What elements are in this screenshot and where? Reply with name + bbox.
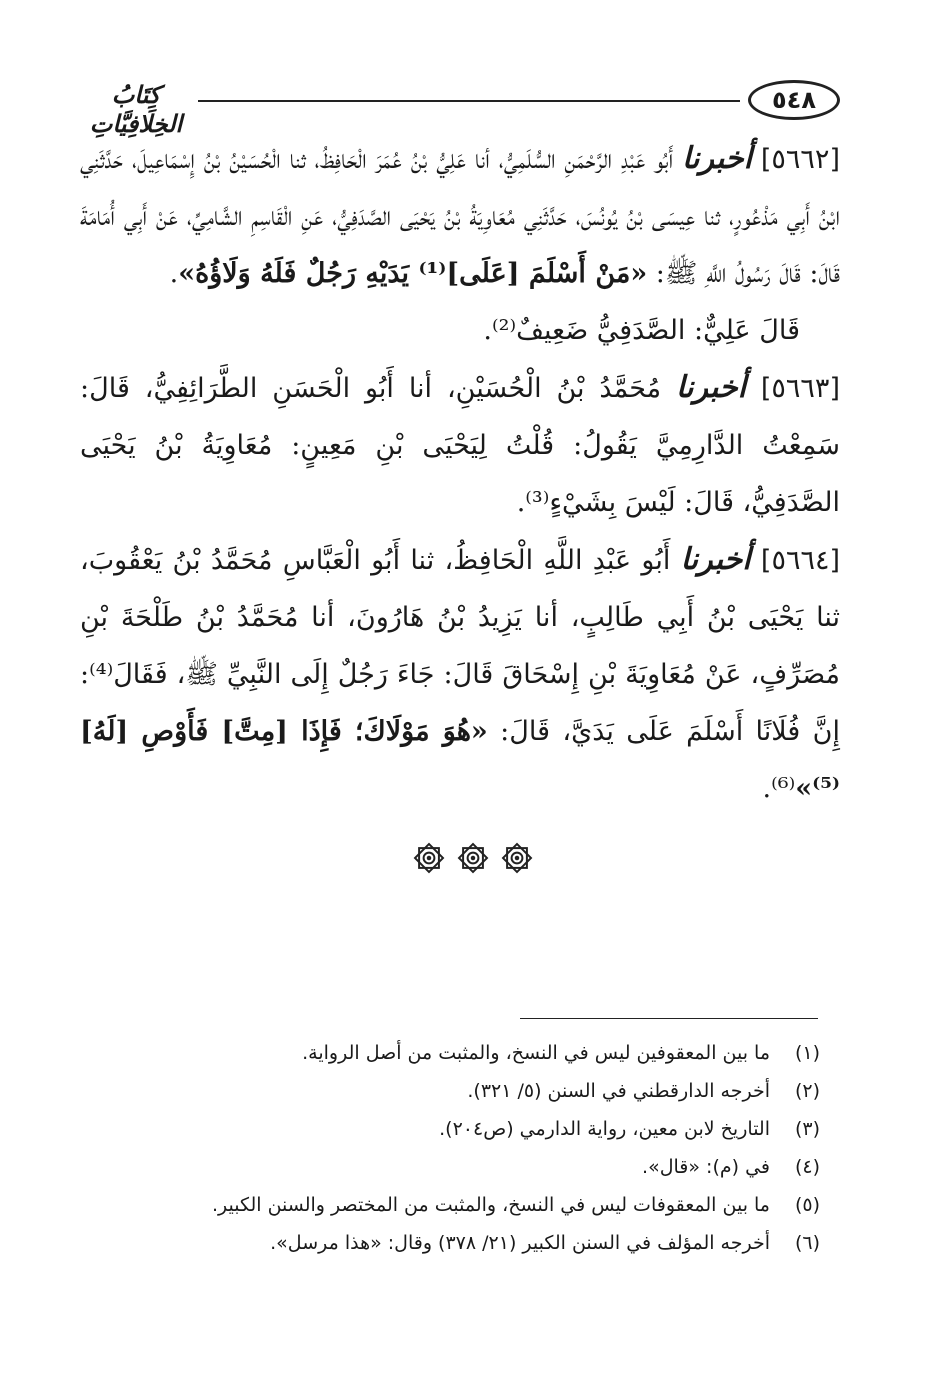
footnote-number: (١) xyxy=(794,1042,820,1064)
footnote-text: التاريخ لابن معين، رواية الدارمي (ص٢٠٤). xyxy=(439,1118,770,1140)
akhbarana-label: أخبرنا xyxy=(682,141,752,176)
footnote xyxy=(80,1156,820,1194)
footnote-text: ما بين المعقوفات ليس في النسخ، والمثبت من المختصر والسنن الكبير. xyxy=(211,1194,770,1216)
hadith-matn: «هُوَ مَوْلَاكَ؛ فَإِذَا [مِتَّ] فَأَوْصِ [لَهُ]⁽⁵⁾» xyxy=(80,716,840,804)
section-ornament xyxy=(0,840,946,880)
footnote-number: (٣) xyxy=(794,1118,820,1140)
footnote-number: (٢) xyxy=(794,1080,820,1102)
flower-ornament-icon xyxy=(499,840,535,876)
hadith-number: [٥٦٦٤] xyxy=(760,545,841,576)
hadith-matn: «مَنْ أَسْلَمَ [عَلَى]⁽¹⁾ يَدَيْهِ رَجُلٌ فَلَهُ وَلَاؤُهُ» xyxy=(178,258,648,289)
footnote xyxy=(80,1118,820,1156)
footnote xyxy=(80,1194,820,1232)
page-number xyxy=(748,80,840,120)
footnote xyxy=(80,1042,820,1080)
hadith-5662 xyxy=(80,130,840,302)
hadith-note: قَالَ عَلِيٌّ: الصَّدَفِيُّ ضَعِيفٌ⁽²⁾. xyxy=(483,315,800,346)
flower-ornament-icon xyxy=(411,840,447,876)
main-text xyxy=(80,130,840,817)
page-number-text: ٥٤٨ xyxy=(772,86,816,114)
header-rule xyxy=(198,100,740,102)
footnote xyxy=(80,1232,820,1270)
hadith-chain: مُحَمَّدُ بْنُ الْحُسَيْنِ، أنا أَبُو الْحَسَنِ الطَّرَائِفِيُّ، قَالَ: سَمِعْتُ الدَّارِمِيَّ يَقُولُ: قُلْتُ لِيَحْيَى بْنِ مَعِينٍ: مُعَاوِيَةُ بْنُ يَحْيَى الصَّدَفِيُّ، قَالَ: لَيْسَ بِشَيْءٍ⁽³⁾. xyxy=(80,373,840,518)
footnote-number: (٦) xyxy=(794,1232,820,1254)
page-header xyxy=(80,78,840,138)
hadith-number: [٥٦٦٣] xyxy=(760,373,840,404)
hadith-number: [٥٦٦٢] xyxy=(760,144,840,175)
book-title: كِتَابُ الخِلَافِيَّاتِ xyxy=(89,80,183,138)
akhbarana-label: أخبرنا xyxy=(676,370,746,405)
footnote-rule xyxy=(520,1018,818,1019)
hadith-end: . xyxy=(169,258,179,289)
footnotes xyxy=(80,1042,820,1270)
footnote-text: في (م): «قال». xyxy=(642,1156,770,1178)
footnote-text: أخرجه الدارقطني في السنن (٥/ ٣٢١). xyxy=(467,1080,770,1102)
hadith-chain: أَبُو عَبْدِ الرَّحْمَنِ السُّلَمِيُّ، أنا عَلِيُّ بْنُ عُمَرَ الْحَافِظُ، ثنا الْحُسَيْنُ بْنُ إِسْمَاعِيلَ، حَدَّثَنِي ابْنُ أَبِي مَذْعُورٍ، ثنا عِيسَى بْنُ يُونُسَ، حَدَّثَنِي مُعَاوِيَةُ بْنُ يَحْيَى الصَّدَفِيُّ، عَنِ الْقَاسِمِ الشَّامِيِّ، عَنْ أَبِي أُمَامَةَ قَالَ: قَالَ رَسُولُ اللَّهِ ﷺ: xyxy=(80,144,840,289)
footnote-text: ما بين المعقوفين ليس في النسخ، والمثبت من أصل الرواية. xyxy=(302,1042,770,1064)
hadith-end: ⁽⁶⁾. xyxy=(762,773,796,804)
hadith-5664 xyxy=(80,531,840,817)
flower-ornament-icon xyxy=(455,840,491,876)
akhbarana-label: أخبرنا xyxy=(680,542,751,577)
hadith-chain: أَبُو عَبْدِ اللَّهِ الْحَافِظُ، ثنا أَبُو الْعَبَّاسِ مُحَمَّدُ بْنُ يَعْقُوبَ، ثنا يَحْيَى بْنُ أَبِي طَالِبٍ، أنا يَزِيدُ بْنُ هَارُونَ، أنا مُحَمَّدُ بْنُ طَلْحَةَ بْنِ مُصَرِّفٍ، عَنْ مُعَاوِيَةَ بْنِ إِسْحَاقَ قَالَ: جَاءَ رَجُلٌ إِلَى النَّبِيِّ ﷺ، فَقَالَ⁽⁴⁾: إِنَّ فُلَانًا أَسْلَمَ عَلَى يَدَيَّ، قَالَ: xyxy=(80,545,840,747)
footnote-number: (٥) xyxy=(794,1194,820,1216)
footnote xyxy=(80,1080,820,1118)
hadith-5663 xyxy=(80,359,840,531)
footnote-text: أخرجه المؤلف في السنن الكبير (٢١/ ٣٧٨) وقال: «هذا مرسل». xyxy=(270,1232,770,1254)
footnote-number: (٤) xyxy=(794,1156,820,1178)
